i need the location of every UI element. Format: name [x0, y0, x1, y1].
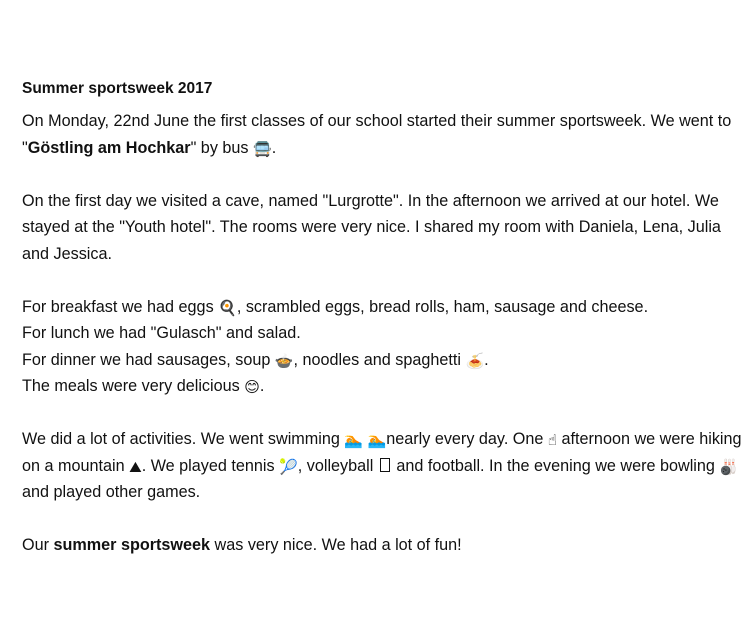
spaghetti-icon: 🍝 — [465, 351, 485, 370]
activities-text-d: . We played tennis — [141, 456, 280, 475]
paragraph-conclusion — [22, 532, 747, 559]
dinner-text-c: . — [484, 350, 489, 369]
smile-icon: 😊 — [244, 378, 260, 396]
destination-name: Göstling am Hochkar — [27, 138, 191, 157]
soup-icon: 🍲 — [274, 351, 294, 370]
lunch-line: For lunch we had "Gulasch" and salad. — [22, 324, 301, 342]
p1-text-a: On Monday, 22nd June the first classes of our school started their summer sportsweek. We went to — [22, 112, 732, 130]
meals-line — [22, 373, 747, 400]
tennis-icon: 🎾 — [279, 457, 298, 476]
mountain-icon: ⛰ — [129, 457, 142, 476]
p1-text-b: by bus — [196, 138, 254, 157]
paragraph-meals — [22, 294, 747, 400]
activities-text-e: , volleyball — [297, 456, 378, 475]
index-finger-icon: ☝ — [547, 431, 558, 449]
p1-text-c: . — [271, 138, 277, 157]
paragraph-activities — [22, 426, 747, 506]
document-title: Summer sportsweek 2017 — [22, 80, 213, 97]
meals-text-b: . — [259, 377, 265, 395]
activities-text-c: afternoon we were hiking on a mountain — [22, 430, 742, 475]
swimming-icon-2: 🏊 — [367, 431, 387, 449]
bus-icon: 🚍 — [253, 139, 272, 158]
activities-text-b: nearly every day. One — [386, 430, 548, 448]
breakfast-line — [22, 294, 747, 321]
p1-quote-close: " — [190, 138, 197, 157]
egg-icon: 🍳 — [218, 298, 237, 317]
bowling-icon: 🎳 — [719, 457, 739, 476]
conclusion-text-a: Our — [22, 536, 54, 554]
dinner-text-b: , noodles and spaghetti — [293, 350, 466, 369]
activities-text-a: We did a lot of activities. We went swimming — [22, 430, 345, 448]
breakfast-text-b: , scrambled eggs, bread rolls, ham, sausage and cheese. — [236, 297, 649, 316]
conclusion-text-c: was very nice. We had a lot of fun! — [210, 536, 462, 554]
missing-glyph-icon — [380, 458, 390, 472]
activities-text-g: and played other games. — [22, 483, 201, 501]
breakfast-text-a: For breakfast we had eggs — [22, 297, 219, 316]
paragraph-trip — [22, 108, 747, 161]
conclusion-highlight: summer sportsweek — [53, 536, 211, 554]
activities-text-f: and football. In the evening we were bowling — [391, 456, 720, 475]
paragraph-first-day: On the first day we visited a cave, named "Lurgrotte". In the afternoon we arrived at our hotel. We stayed at the "Youth hotel". The rooms were very nice. I shared my room with Daniela, Lena, Julia and Jessica. — [22, 191, 721, 263]
dinner-line — [22, 347, 747, 374]
dinner-text-a: For dinner we had sausages, soup — [22, 350, 275, 369]
p1-quote-open: " — [22, 138, 28, 157]
swimming-icon: 🏊 — [344, 431, 364, 449]
meals-text-a: The meals were very delicious — [22, 377, 245, 395]
document-body — [22, 78, 747, 585]
